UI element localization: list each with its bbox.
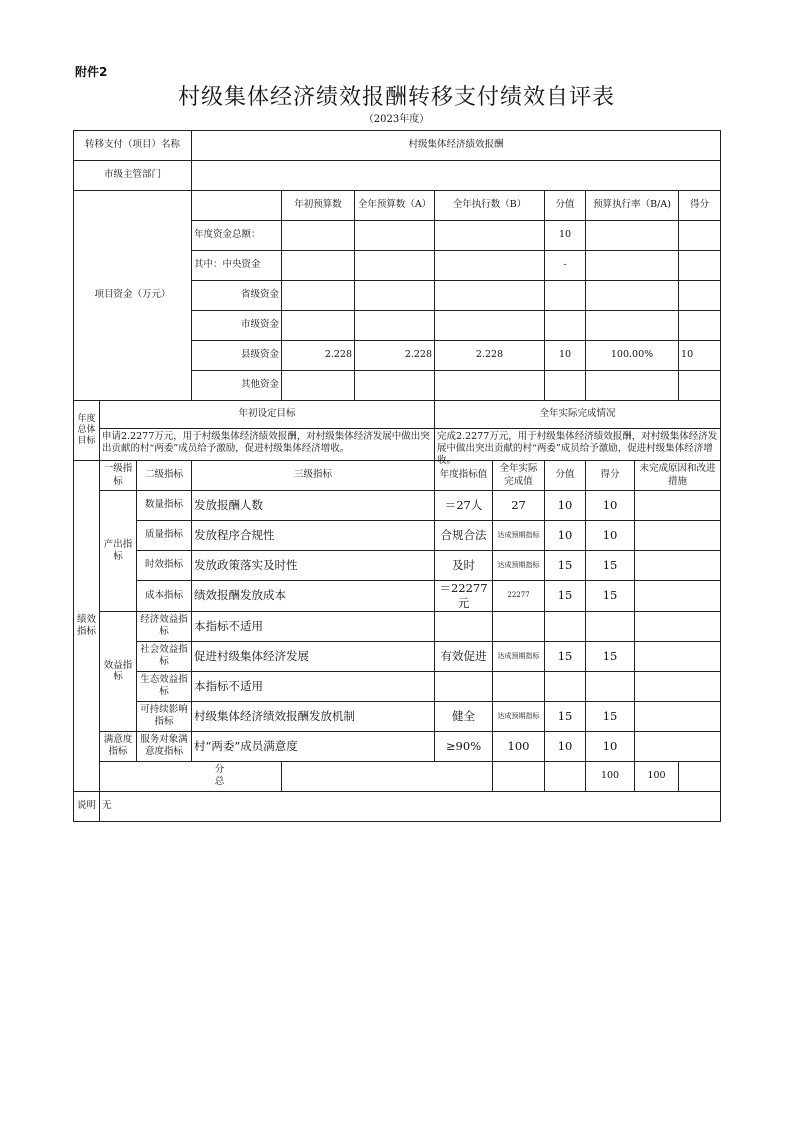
funds-rate	[586, 281, 679, 311]
indicator-level2: 经济效益指标	[137, 611, 192, 641]
funds-executed: 2.228	[435, 341, 545, 371]
indicator-actual	[493, 611, 545, 641]
goals-actual-header: 全年实际完成情况	[435, 401, 721, 429]
indicator-reason	[635, 671, 721, 701]
indicator-row	[74, 731, 721, 761]
note-value: 无	[100, 791, 721, 821]
indicator-target: 健全	[435, 701, 493, 731]
indicator-actual: 22277	[493, 581, 545, 612]
funds-annual: 2.228	[355, 341, 435, 371]
funds-executed	[435, 311, 545, 341]
indicator-level2: 可持续影响指标	[137, 701, 192, 731]
funds-annual	[355, 251, 435, 281]
indicator-reason	[635, 701, 721, 731]
funds-score	[679, 371, 721, 401]
indicator-reason	[635, 551, 721, 581]
funds-executed	[435, 251, 545, 281]
funds-header-row	[74, 191, 721, 221]
funds-row-label: 其他资金	[192, 371, 282, 401]
funds-row-label: 其中：中央资金	[192, 251, 282, 281]
indicator-score-value: 10	[545, 731, 586, 761]
funds-score	[679, 281, 721, 311]
funds-initial	[282, 311, 355, 341]
indicator-row	[74, 641, 721, 671]
project-name-value: 村级集体经济绩效报酬	[192, 131, 721, 161]
dept-value	[192, 161, 721, 191]
indicator-level3: 发放报酬人数	[192, 491, 435, 521]
indicator-reason	[635, 611, 721, 641]
dept-row	[74, 161, 721, 191]
indicator-row	[74, 671, 721, 701]
funds-annual	[355, 281, 435, 311]
funds-header-blank	[192, 191, 282, 221]
indicator-level3: 村“两委”成员满意度	[192, 731, 435, 761]
indicator-reason	[635, 731, 721, 761]
indicator-row	[74, 581, 721, 612]
indicator-level2: 时效指标	[137, 551, 192, 581]
indicator-target: 及时	[435, 551, 493, 581]
goals-label: 年度总体目标	[74, 401, 100, 461]
indicator-level2: 生态效益指标	[137, 671, 192, 701]
ind-header-level3: 三级指标	[192, 461, 435, 491]
indicator-target: ≥90%	[435, 731, 493, 761]
funds-executed	[435, 371, 545, 401]
indicator-target: 合规合法	[435, 521, 493, 551]
project-name-label: 转移支付（项目）名称	[74, 131, 192, 161]
indicator-score: 10	[586, 491, 635, 521]
funds-initial	[282, 221, 355, 251]
funds-header-rate: 预算执行率（B/A)	[586, 191, 679, 221]
page-subtitle: （2023年度）	[363, 114, 430, 125]
indicator-reason	[635, 491, 721, 521]
funds-rate: 100.00%	[586, 341, 679, 371]
indicator-level2: 数量指标	[137, 491, 192, 521]
funds-rate	[586, 311, 679, 341]
funds-rate	[586, 371, 679, 401]
funds-row-label: 省级资金	[192, 281, 282, 311]
funds-initial	[282, 371, 355, 401]
indicator-score: 15	[586, 701, 635, 731]
funds-header-executed: 全年执行数（B）	[435, 191, 545, 221]
funds-initial	[282, 251, 355, 281]
indicator-level3: 发放程序合规性	[192, 521, 435, 551]
indicator-reason	[635, 641, 721, 671]
funds-score-value	[545, 311, 586, 341]
total-blank-level3	[282, 761, 493, 791]
satisfaction-label: 满意度指标	[100, 731, 137, 761]
indicator-actual: 达成预期指标	[493, 521, 545, 551]
ind-header-reason: 未完成原因和改进措施	[635, 461, 721, 491]
indicator-score: 15	[586, 551, 635, 581]
indicator-score-value: 15	[545, 581, 586, 612]
ind-header-target: 年度指标值	[435, 461, 493, 491]
dept-label: 市级主管部门	[74, 161, 192, 191]
funds-score-value	[545, 371, 586, 401]
indicator-target: ＝27人	[435, 491, 493, 521]
indicator-actual: 达成预期指标	[493, 701, 545, 731]
funds-annual	[355, 221, 435, 251]
funds-score-value: 10	[545, 221, 586, 251]
ind-header-score: 得分	[586, 461, 635, 491]
indicator-score-value: 10	[545, 521, 586, 551]
funds-executed	[435, 221, 545, 251]
indicator-level3: 绩效报酬发放成本	[192, 581, 435, 612]
total-blank-actual	[545, 761, 586, 791]
total-label	[100, 761, 282, 791]
indicator-level3: 本指标不适用	[192, 671, 435, 701]
indicator-score-value: 10	[545, 491, 586, 521]
indicator-score-value: 15	[545, 641, 586, 671]
indicator-actual: 达成预期指标	[493, 551, 545, 581]
indicator-reason	[635, 581, 721, 612]
funds-score-value: 10	[545, 341, 586, 371]
total-blank-target	[493, 761, 545, 791]
goals-actual-text	[435, 429, 721, 467]
total-label-text: 分总	[214, 764, 225, 788]
goals-initial-header: 年初设定目标	[100, 401, 435, 429]
funds-annual	[355, 311, 435, 341]
indicator-level3: 促进村级集体经济发展	[192, 641, 435, 671]
indicator-row	[74, 611, 721, 641]
indicator-target: 有效促进	[435, 641, 493, 671]
indicator-level3: 村级集体经济绩效报酬发放机制	[192, 701, 435, 731]
goals-text-row	[74, 429, 721, 461]
indicator-level2: 服务对象满意度指标	[137, 731, 192, 761]
self-evaluation-table	[73, 130, 721, 822]
ind-header-level1: 一级指标	[100, 461, 137, 491]
indicator-level3: 本指标不适用	[192, 611, 435, 641]
total-score-value: 100	[586, 761, 635, 791]
project-name-row	[74, 131, 721, 161]
ind-header-score-value: 分值	[545, 461, 586, 491]
funds-header-initial: 年初预算数	[282, 191, 355, 221]
attachment-label: 附件2	[75, 65, 108, 79]
indicator-row	[74, 491, 721, 521]
funds-header-score-value: 分值	[545, 191, 586, 221]
indicator-row	[74, 701, 721, 731]
funds-score	[679, 251, 721, 281]
goals-header-row	[74, 401, 721, 429]
indicators-header-row	[74, 461, 721, 491]
funds-initial	[282, 281, 355, 311]
ind-header-actual: 全年实际完成值	[493, 461, 545, 491]
indicators-section-label: 绩效指标	[74, 461, 100, 792]
indicator-score: 10	[586, 731, 635, 761]
benefit-label: 效益指标	[100, 611, 137, 731]
indicator-score	[586, 611, 635, 641]
funds-row-label: 年度资金总额：	[192, 221, 282, 251]
funds-score-value	[545, 281, 586, 311]
indicator-actual: 达成预期指标	[493, 641, 545, 671]
indicator-reason	[635, 521, 721, 551]
indicator-level3: 发放政策落实及时性	[192, 551, 435, 581]
goals-initial-text	[100, 429, 435, 461]
funds-initial: 2.228	[282, 341, 355, 371]
indicator-row	[74, 521, 721, 551]
note-row	[74, 791, 721, 821]
funds-row-label: 市级资金	[192, 311, 282, 341]
indicator-level2: 质量指标	[137, 521, 192, 551]
total-blank-reason	[679, 761, 721, 791]
indicator-level2: 成本指标	[137, 581, 192, 612]
funds-rate	[586, 221, 679, 251]
indicator-target	[435, 611, 493, 641]
indicator-score-value: 15	[545, 551, 586, 581]
indicator-target: ＝22277元	[435, 581, 493, 612]
funds-score	[679, 221, 721, 251]
total-score: 100	[635, 761, 679, 791]
funds-annual	[355, 371, 435, 401]
indicator-score: 15	[586, 641, 635, 671]
ind-header-level2: 二级指标	[137, 461, 192, 491]
indicator-actual: 100	[493, 731, 545, 761]
page-title: 村级集体经济绩效报酬转移支付绩效自评表	[177, 85, 615, 110]
total-row	[74, 761, 721, 791]
funds-score	[679, 311, 721, 341]
funds-section-label: 项目资金（万元）	[74, 191, 192, 401]
funds-header-annual: 全年预算数（A）	[355, 191, 435, 221]
output-label: 产出指标	[100, 491, 137, 612]
indicator-actual	[493, 671, 545, 701]
indicator-target	[435, 671, 493, 701]
funds-header-score: 得分	[679, 191, 721, 221]
indicator-score-value	[545, 611, 586, 641]
indicator-row	[74, 551, 721, 581]
indicator-level2: 社会效益指标	[137, 641, 192, 671]
indicator-actual: 27	[493, 491, 545, 521]
funds-row-label: 县级资金	[192, 341, 282, 371]
indicator-score	[586, 671, 635, 701]
note-label: 说明	[74, 791, 100, 821]
funds-executed	[435, 281, 545, 311]
indicator-score-value: 15	[545, 701, 586, 731]
indicator-score: 15	[586, 581, 635, 612]
goals-actual-text-content: 完成2.2277万元，用于村级集体经济绩效报酬，对村级集体经济发展中做出突出贡献的村“两委”成员给予激励，促进村级集体经济增收。	[437, 430, 718, 467]
indicator-score: 10	[586, 521, 635, 551]
funds-score: 10	[679, 341, 721, 371]
indicator-score-value	[545, 671, 586, 701]
funds-rate	[586, 251, 679, 281]
goals-initial-text-content: 申请2.2277万元，用于村级集体经济绩效报酬，对村级集体经济发展中做出突出贡献的村“两委”成员给予激励，促进村级集体经济增收。	[102, 430, 430, 454]
funds-score-value: -	[545, 251, 586, 281]
